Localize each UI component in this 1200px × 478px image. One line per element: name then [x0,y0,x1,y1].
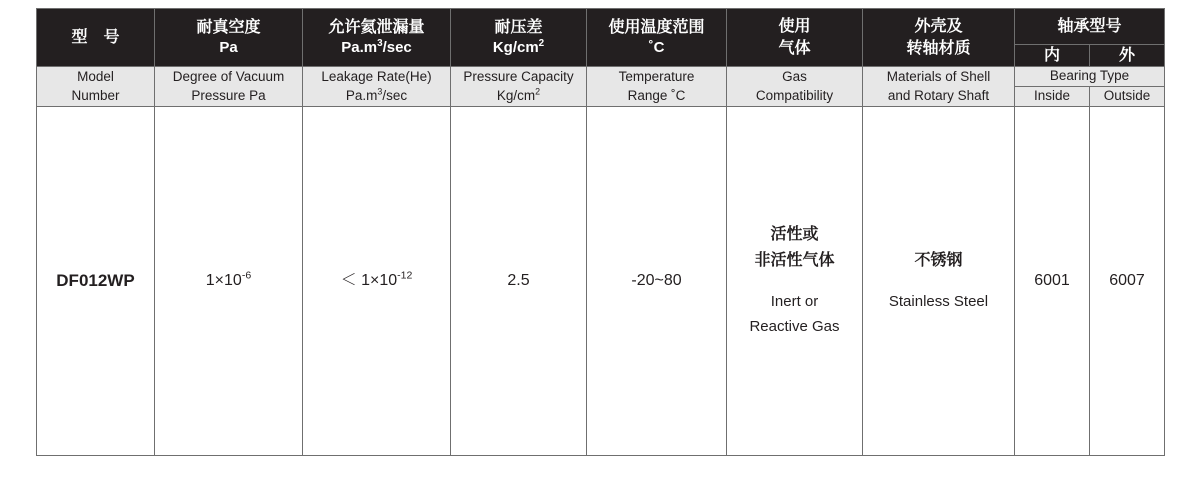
header-model-en-line2: Number [71,87,120,103]
cell-vacuum-base: 1×10 [205,271,242,289]
header-material-cn-line2: 转轴材质 [906,39,971,57]
header-temperature-cn-line2: ˚C [648,39,665,57]
cell-material-cn: 不锈钢 [914,251,963,269]
header-leakage-en-tail: /sec [382,87,408,103]
header-pressure-cn-line1: 耐压差 [494,18,543,36]
header-material-cn-line1: 外壳及 [914,18,963,35]
header-gas-cn [727,9,863,67]
header-leakage-en-unit: Pa.m [345,87,378,103]
header-vacuum-cn-line2: Pa [219,39,238,57]
cell-gas-stack [727,223,862,338]
header-temperature-cn-line1: 使用温度范围 [608,18,705,36]
specification-table [36,8,1165,456]
cell-temperature: -20~80 [587,106,727,455]
header-material-cn [863,9,1015,67]
header-temperature-en [587,67,727,107]
cell-gas-spacer [727,275,862,289]
header-gas-cn-line1: 使用 [778,18,811,35]
header-vacuum-en-line2: Pressure Pa [191,87,266,103]
cell-bearing-outside: 6007 [1090,106,1165,455]
header-model-cn [37,9,155,67]
cell-leakage-base: ＜ 1×10 [340,271,398,289]
header-model-en-line1: Model [77,68,114,84]
header-gas-cn-line2: 气体 [778,39,811,57]
cell-vacuum-exponent: -6 [241,269,252,282]
header-material-en [863,67,1015,107]
header-pressure-en [451,67,587,107]
header-material-en-line1: Materials of Shell [886,68,991,84]
header-pressure-cn [451,9,587,67]
header-bearing-outside-cn: 外 [1090,44,1165,67]
cell-gas-en-line2: Reactive Gas [749,317,840,335]
cell-material [863,106,1015,455]
header-gas-en [727,67,863,107]
header-material-en-line2: and Rotary Shaft [887,87,990,103]
cell-gas [727,106,863,455]
header-gas-en-line1: Gas [782,68,807,84]
cell-vacuum [155,106,303,455]
header-bearing-inside-cn: 内 [1015,44,1090,67]
header-pressure-en-line2 [451,87,586,106]
header-temperature-cn [587,9,727,67]
header-leakage-en-sup: 3 [377,86,383,97]
header-bearing-inside-en: Inside [1015,87,1090,107]
header-pressure-cn-unit: Kg/cm [492,39,539,57]
header-bearing-cn-title: 轴承型号 [1015,9,1165,45]
cell-leakage-value [340,269,413,289]
header-pressure-en-sup: 2 [535,86,541,97]
header-bearing-outside-en: Outside [1090,87,1165,107]
header-model-en [37,67,155,107]
header-leakage-en [303,67,451,107]
cell-gas-en-line1: Inert or [770,293,819,311]
header-pressure-en-unit: Kg/cm [496,87,536,103]
header-gas-en-line2: Compatibility [755,87,834,103]
cell-gas-cn-line1: 活性或 [770,226,819,244]
header-leakage-en-line2 [303,87,450,106]
header-pressure-cn-line2 [451,38,586,58]
cell-material-stack [863,249,1014,314]
cell-vacuum-value [205,269,252,289]
header-leakage-cn-line1: 允许氦泄漏量 [328,18,425,36]
header-pressure-cn-sup: 2 [538,38,545,50]
header-bearing-en-title: Bearing Type [1015,67,1165,87]
header-vacuum-cn [155,9,303,67]
header-pressure-en-line1: Pressure Capacity [463,68,574,84]
header-leakage-cn-line2 [303,38,450,58]
header-vacuum-en-line1: Degree of Vacuum [172,68,285,84]
cell-material-spacer [863,275,1014,289]
header-leakage-cn-tail: /sec [382,39,412,57]
header-vacuum-en [155,67,303,107]
header-leakage-cn-sup: 3 [377,38,383,50]
header-model-cn-line1: 型 号 [71,28,120,46]
header-vacuum-cn-line1: 耐真空度 [196,18,261,36]
header-temperature-en-line1: Temperature [618,68,695,84]
cell-gas-cn-line2: 非活性气体 [754,252,835,270]
header-row-chinese [37,9,1165,45]
cell-bearing-inside: 6001 [1015,106,1090,455]
header-leakage-en-line1: Leakage Rate(He) [321,68,432,84]
cell-model: DF012WP [37,106,155,455]
cell-leakage [303,106,451,455]
header-row-english [37,67,1165,87]
table-row [37,106,1165,455]
header-leakage-cn [303,9,451,67]
cell-material-en: Stainless Steel [888,292,989,310]
header-temperature-en-line2: Range ˚C [627,87,686,103]
cell-pressure: 2.5 [451,106,587,455]
cell-leakage-exponent: -12 [397,269,413,282]
header-leakage-cn-unit: Pa.m [341,39,378,57]
